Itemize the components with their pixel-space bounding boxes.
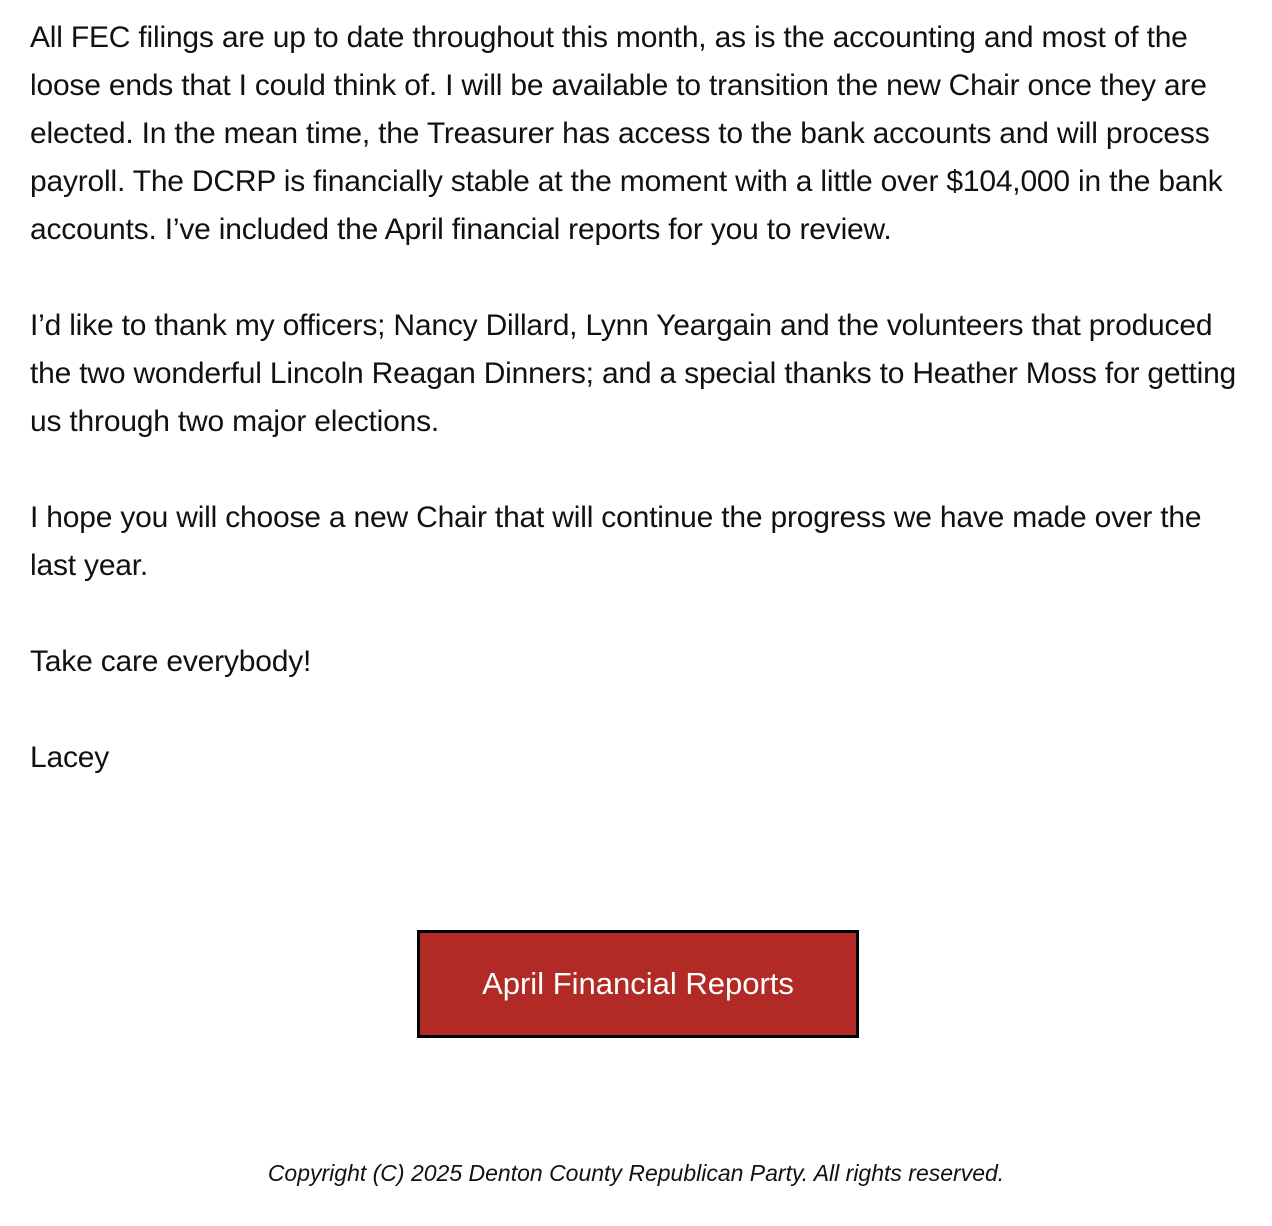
body-paragraph-farewell: Take care everybody!	[30, 645, 312, 678]
signature: Lacey	[30, 741, 110, 774]
april-financial-reports-button[interactable]: April Financial Reports	[417, 930, 859, 1038]
body-paragraph-status: All FEC filings are up to date throughout this month, as is the accounting and most of the loose ends that I could think of. I will be available to transition the new Chair once they are elected. In the mean time, the Treasurer has access to the bank accounts and will process payroll. The DCRP is financially stable at the moment with a little over $104,000 in the bank accounts. I’ve included the April financial reports for you to review.	[30, 21, 1223, 246]
cta-container	[417, 930, 859, 1038]
body-paragraph-thanks: I’d like to thank my officers; Nancy Dillard, Lynn Yeargain and the volunteers that produced the two wonderful Lincoln Reagan Dinners; and a special thanks to Heather Moss for getting us through two major elections.	[30, 309, 1237, 438]
email-body	[30, 14, 1255, 830]
body-paragraph-hope: I hope you will choose a new Chair that will continue the progress we have made over the last year.	[30, 501, 1202, 582]
footer-copyright: Copyright (C) 2025 Denton County Republican Party. All rights reserved.	[267, 1160, 1005, 1186]
